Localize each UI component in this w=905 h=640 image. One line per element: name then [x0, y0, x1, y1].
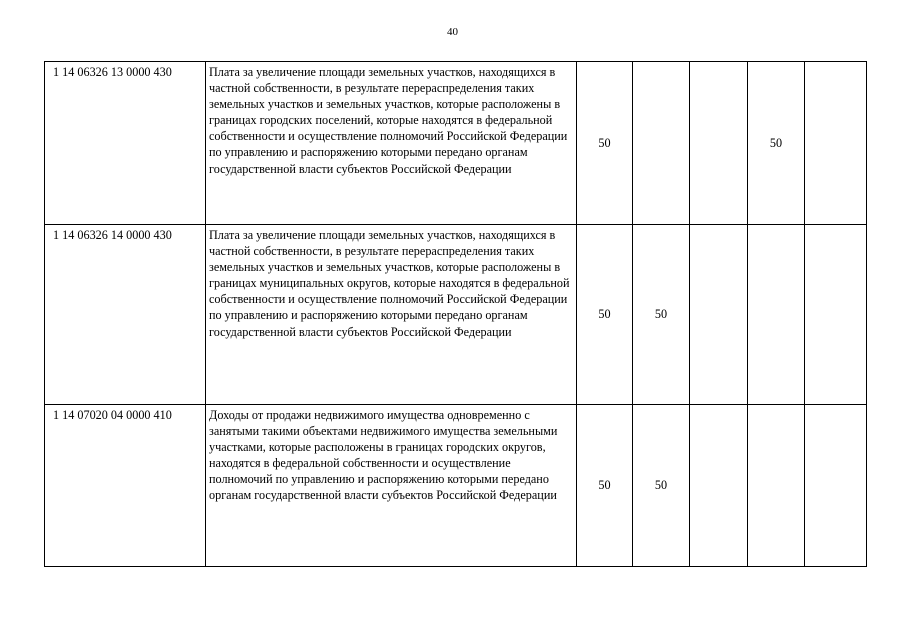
income-code-cell: 1 14 07020 04 0000 410	[45, 405, 206, 567]
income-code-cell: 1 14 06326 14 0000 430	[45, 225, 206, 405]
value-cell: 50	[577, 405, 633, 567]
value-cell	[748, 405, 805, 567]
income-description-cell: Плата за увеличение площади земельных участков, находящихся в частной собственности, в результате перераспределения таких земельных участков и земельных участков, которые расположены в границах муниципальных округов, которые находятся в федеральной собственности и осуществление полномочий Российской Федерации по управлению и распоряжению которыми передано органам государственной власти субъектов Российской Федерации	[206, 225, 577, 405]
value-cell: 50	[577, 225, 633, 405]
value-cell	[690, 225, 748, 405]
income-description-cell: Доходы от продажи недвижимого имущества одновременно с занятыми такими объектами недвижимого имущества земельными участками, которые расположены в границах городских округов, находятся в федеральной собственности и осуществление полномочий по управлению и распоряжению которыми передано органам государственной власти субъектов Российской Федерации	[206, 405, 577, 567]
value-cell	[633, 62, 690, 225]
table-row	[45, 405, 867, 567]
table-row	[45, 225, 867, 405]
value-cell: 50	[577, 62, 633, 225]
value-cell: 50	[633, 225, 690, 405]
table-row	[45, 62, 867, 225]
value-cell	[805, 62, 867, 225]
value-cell	[805, 225, 867, 405]
value-cell: 50	[633, 405, 690, 567]
value-cell	[805, 405, 867, 567]
value-cell	[690, 62, 748, 225]
value-cell	[748, 225, 805, 405]
value-cell	[690, 405, 748, 567]
page-number: 40	[447, 26, 458, 38]
value-cell: 50	[748, 62, 805, 225]
budget-income-table	[44, 61, 867, 567]
income-description-cell: Плата за увеличение площади земельных участков, находящихся в частной собственности, в результате перераспределения таких земельных участков и земельных участков, которые расположены в границах городских поселений, которые находятся в федеральной собственности и осуществление полномочий Российской Федерации по управлению и распоряжению которыми передано органам государственной власти субъектов Российской Федерации	[206, 62, 577, 225]
income-code-cell: 1 14 06326 13 0000 430	[45, 62, 206, 225]
